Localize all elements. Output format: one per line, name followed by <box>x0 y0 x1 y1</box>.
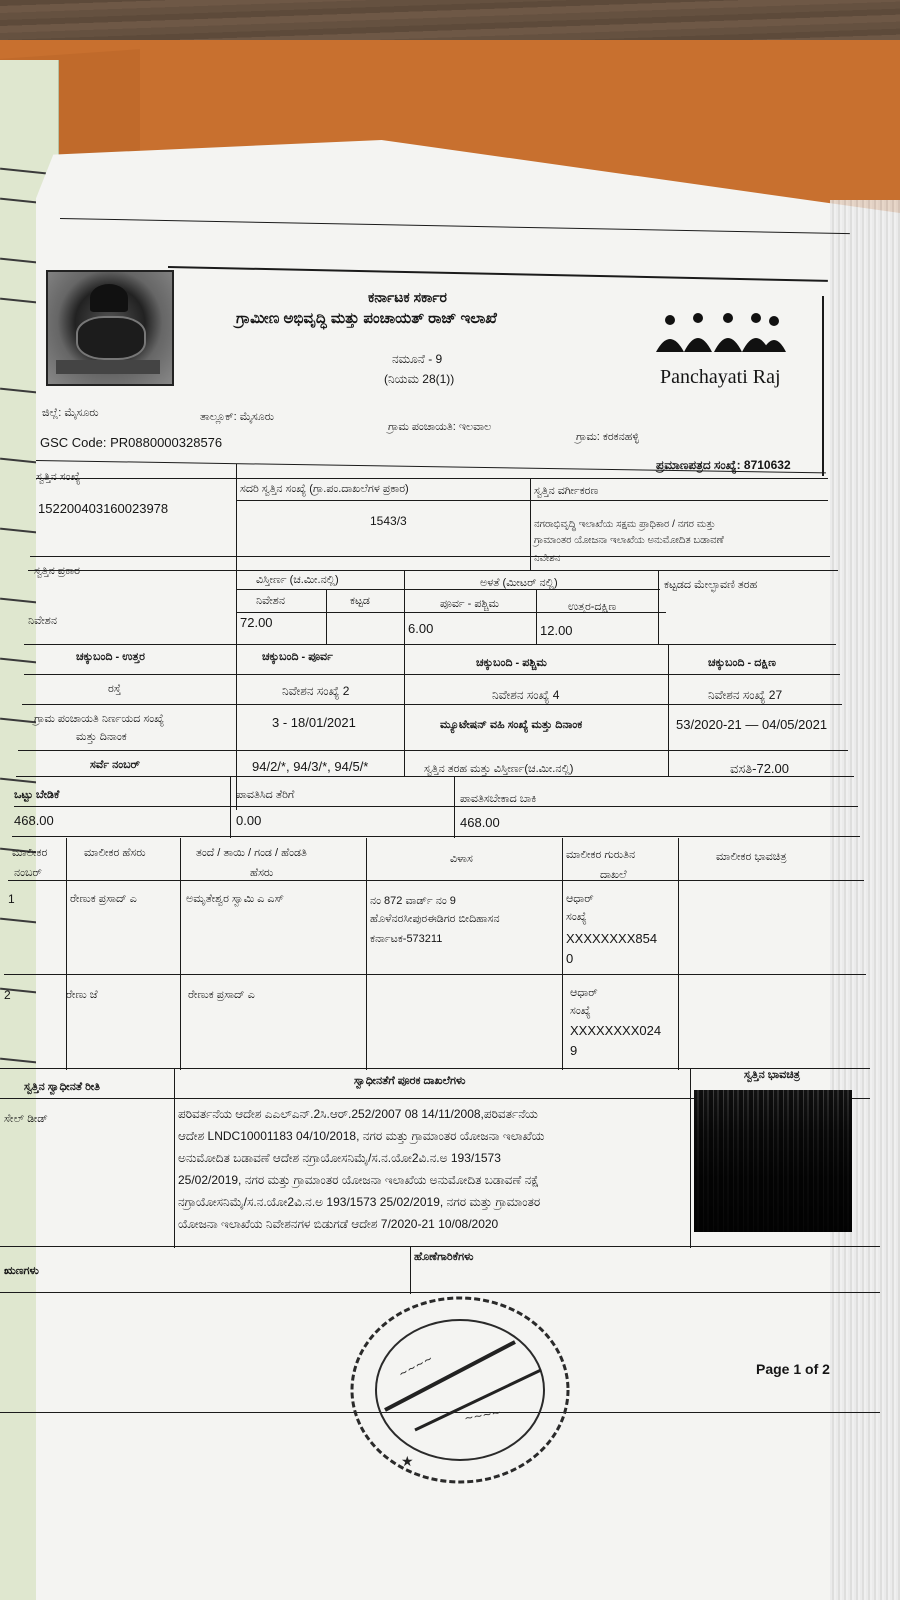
liabilities-label: ಹೊಣೆಗಾರಿಕೆಗಳು <box>414 1251 474 1263</box>
svg-text:~~~~: ~~~~ <box>463 1405 502 1425</box>
dept-title: ಗ್ರಾಮೀಣ ಅಭಿವೃದ್ಧಿ ಮತ್ತು ಪಂಚಾಯತ್ ರಾಜ್ ಇಲಾಖೆ <box>236 310 497 327</box>
owner-1-address-3: ಕರ್ನಾಟಕ-573211 <box>370 933 443 945</box>
footer-left-label: ಋಣಗಳು <box>4 1265 39 1277</box>
classification-line-1: ನಗರಾಭಿವೃದ್ಧಿ ಇಲಾಖೆಯ ಸಕ್ಷಮ ಪ್ರಾಧಿಕಾರ / ನಗರ ಮತ್ತು <box>534 519 716 530</box>
type-value: ನಿವೇಶನ <box>28 615 57 627</box>
tax-due: 468.00 <box>460 815 500 830</box>
page-number: Page 1 of 2 <box>756 1361 830 1377</box>
resolution-label-1: ಗ್ರಾಮ ಪಂಚಾಯತಿ ನಿರ್ಣಯದ ಸಂಖ್ಯೆ <box>34 713 165 725</box>
tax-paid-label: ಪಾವತಿಸಿದ ತೆರಿಗೆ <box>236 789 295 801</box>
area-value: 72.00 <box>240 615 273 630</box>
tax-demand: 468.00 <box>14 813 54 828</box>
owner-1-id-4: 0 <box>566 951 574 966</box>
nature-label: ಸ್ವತ್ತಿನ ತರಹ ಮತ್ತು ವಿಸ್ತೀರ್ಣ(ಚ.ಮೀ.ನಲ್ಲಿ) <box>424 763 574 775</box>
dimension-label: ಅಳತೆ (ಮೀಟರ್ ನಲ್ಲಿ) <box>480 577 558 589</box>
gsc-code: GSC Code: PR0880000328576 <box>40 435 223 450</box>
property-id-label: ಸ್ವತ್ತಿನ ಸಂಖ್ಯೆ <box>36 471 81 483</box>
owner-2-relation: ರೇಣುಕ ಪ್ರಸಾದ್ ಎ <box>188 989 255 1001</box>
ownership-method-value: ಸೇಲ್ ಡೀಡ್ <box>4 1113 48 1125</box>
owner-2-name: ರೇಣು ಜೆ <box>66 989 98 1001</box>
tax-due-label: ಪಾವತಿಸಬೇಕಾದ ಬಾಕಿ <box>460 793 537 805</box>
dim-ns-value: 12.00 <box>540 623 573 638</box>
area-label: ವಿಸ್ತೀರ್ಣ (ಚ.ಮೀ.ನಲ್ಲಿ) <box>256 574 339 586</box>
tax-demand-label: ಒಟ್ಟು ಬೇಡಿಕೆ <box>14 789 60 801</box>
docs-line-6: ಯೋಜನಾ ಇಲಾಖೆಯ ನಿವೇಶನಗಳ ಬಿಡುಗಡೆ ಆದೇಶ 7/2020-21 10/08/2020 <box>178 1217 499 1231</box>
owner-2-id-2: ಸಂಖ್ಯೆ <box>570 1005 591 1017</box>
owner-2-id-3: XXXXXXXX024 <box>570 1023 662 1038</box>
boundary-north-label: ಚಕ್ಕುಬಂದಿ - ಉತ್ತರ <box>76 651 145 663</box>
building-type-label: ಕಟ್ಟಡದ ಮೇಲ್ಛಾವಣಿ ತರಹ <box>664 579 758 591</box>
owner-name-header: ಮಾಲೀಕರ ಹೆಸರು <box>84 847 146 859</box>
docs-line-5: ನಗ್ರಾಯೋಸನಿಮೈ/ಸ.ನ.ಯೋ2ವಿ.ನ.ಅ 193/1573 25/02/2019, ನಗರ ಮತ್ತು ಗ್ರಾಮಾಂತರ <box>178 1195 541 1209</box>
owner-2-id-1: ಆಧಾರ್ <box>570 987 598 999</box>
rule-number: (ನಿಯಮ 28(1)) <box>384 372 455 386</box>
owner-1-id-1: ಆಧಾರ್ <box>566 893 594 905</box>
owner-2-id-4: 9 <box>570 1043 578 1058</box>
owner-1-address-1: ನಂ 872 ವಾರ್ಡ್ ನಂ 9 <box>370 895 456 907</box>
certificate-number: ಪ್ರಮಾಣಪತ್ರದ ಸಂಖ್ಯೆ: 8710632 <box>656 458 791 472</box>
mutation-label: ಮ್ಯೂಟೇಷನ್ ವಹಿ ಸಂಖ್ಯೆ ಮತ್ತು ದಿನಾಂಕ <box>440 719 583 731</box>
owner-1-address-2: ಹೊಳೆನರಸೀಪುರಈಡಿಗರ ಬೀದಿಹಾಸನ <box>370 913 500 925</box>
govt-title: ಕರ್ನಾಟಕ ಸರ್ಕಾರ <box>368 289 447 305</box>
idproof-header-2: ದಾಖಲೆ <box>600 869 627 881</box>
area-site-label: ನಿವೇಶನ <box>256 595 285 607</box>
resolution-label-2: ಮತ್ತು ದಿನಾಂಕ <box>76 731 127 743</box>
owner-1-id-3: XXXXXXXX854 <box>566 931 658 946</box>
form-number: ನಮೂನೆ - 9 <box>392 352 443 366</box>
owner-1-name: ರೇಣುಕ ಪ್ರಸಾದ್ ಎ <box>70 893 137 905</box>
owner-photo-header: ಮಾಲೀಕರ ಭಾವಚಿತ್ರ <box>716 851 787 863</box>
area-building-label: ಕಟ್ಟಡ <box>350 595 370 607</box>
village: ಗ್ರಾಮ: ಕರಕನಹಳ್ಳಿ <box>576 431 640 443</box>
dim-ns-label: ಉತ್ತರ-ದಕ್ಷಿಣ <box>568 601 617 613</box>
district: ಜಿಲ್ಲೆ: ಮೈಸೂರು <box>42 407 99 419</box>
boundary-north: ರಸ್ತೆ <box>108 683 122 695</box>
docs-line-4: 25/02/2019, ನಗರ ಮತ್ತು ಗ್ರಾಮಾಂತರ ಯೋಜನಾ ಇಲಾಖೆಯ ಅನುಮೋದಿತ ಬಡಾವಣೆ ನಕ್ಷೆ <box>178 1173 539 1187</box>
nature-value: ವಸತಿ-72.00 <box>730 761 789 776</box>
docs-line-1: ಪರಿವರ್ತನೆಯ ಆದೇಶ ಎಎಲ್‌ಎನ್.2ಸಿ.ಆರ್.252/2007 08 14/11/2008,ಪರಿವರ್ತನೆಯ <box>178 1107 538 1121</box>
relation-header-1: ತಂದೆ / ತಾಯಿ / ಗಂಡ / ಹೆಂಡತಿ <box>196 847 307 859</box>
boundary-west: ನಿವೇಶನ ಸಂಖ್ಯೆ 4 <box>492 688 560 702</box>
type-label: ಸ್ವತ್ತಿನ ಪ್ರಕಾರ <box>34 565 80 577</box>
boundary-east: ನಿವೇಶನ ಸಂಖ್ಯೆ 2 <box>282 684 350 698</box>
mutation-value: 53/2020-21 — 04/05/2021 <box>676 717 828 732</box>
survey-label: ಸರ್ವೆ ನಂಬರ್ <box>90 759 140 771</box>
boundary-south: ನಿವೇಶನ ಸಂಖ್ಯೆ 27 <box>708 688 783 702</box>
docs-line-3: ಅನುಮೋದಿತ ಬಡಾವಣೆ ಆದೇಶ ನಗ್ರಾಯೋಸನಿಮೈ/ಸ.ನ.ಯೋ2ವಿ.ನ.ಅ 193/1573 <box>178 1151 501 1165</box>
boundary-east-label: ಚಕ್ಕುಬಂದಿ - ಪೂರ್ವ <box>262 651 333 663</box>
boundary-west-label: ಚಕ್ಕುಬಂದಿ - ಪಶ್ಚಿಮ <box>476 657 547 669</box>
panchayati-raj-logo-icon <box>654 312 786 360</box>
panchayati-raj-text: Panchayati Raj <box>660 366 781 388</box>
karnataka-emblem-icon <box>46 270 174 386</box>
official-stamp-icon <box>345 1290 575 1490</box>
classification-label: ಸ್ವತ್ತಿನ ವರ್ಗೀಕರಣ <box>534 485 599 497</box>
property-photo <box>694 1090 852 1232</box>
owner-1-relation: ಅಮೃತೇಶ್ವರ ಸ್ವಾಮಿ ಎ ಎಸ್ <box>186 893 284 905</box>
owner-no-header-2: ನಂಬರ್ <box>14 867 42 879</box>
relation-header-2: ಹೆಸರು <box>250 867 274 879</box>
idproof-header-1: ಮಾಲೀಕರ ಗುರುತಿನ <box>566 849 636 861</box>
owner-no-header-1: ಮಾಲೀಕರ <box>12 847 48 859</box>
dim-ew-value: 6.00 <box>408 621 434 636</box>
ownership-method-label: ಸ್ವತ್ತಿನ ಸ್ವಾಧೀನತೆ ರೀತಿ <box>24 1081 100 1093</box>
docs-line-2: ಆದೇಶ LNDC10001183 04/10/2018, ನಗರ ಮತ್ತು ಗ್ರಾಮಾಂತರ ಯೋಜನಾ ಇಲಾಖೆಯ <box>178 1129 545 1143</box>
svg-text:~~~~: ~~~~ <box>396 1351 435 1381</box>
tax-paid: 0.00 <box>236 813 262 828</box>
property-photo-label: ಸ್ವತ್ತಿನ ಭಾವಚಿತ್ರ <box>744 1069 800 1081</box>
classification-line-2: ಗ್ರಾಮಾಂತರ ಯೋಜನಾ ಇಲಾಖೆಯ ಅನುಮೋದಿತ ಬಡಾವಣೆ <box>534 535 724 546</box>
survey-value: 94/2/*, 94/3/*, 94/5/* <box>252 759 369 774</box>
sadara-label: ಸದರಿ ಸ್ವತ್ತಿನ ಸಂಖ್ಯೆ (ಗ್ರಾ.ಪಂ.ದಾಖಲೆಗಳ ಪ್ರಕಾರ) <box>240 483 409 495</box>
svg-text:★: ★ <box>401 1454 414 1470</box>
owner-1-no: 1 <box>8 892 15 906</box>
taluk: ತಾಲ್ಲೂಕ್: ಮೈಸೂರು <box>200 411 275 423</box>
gram-panchayat: ಗ್ರಾಮ ಪಂಚಾಯತಿ: ಇಲವಾಲ <box>388 421 492 433</box>
boundary-south-label: ಚಕ್ಕುಬಂದಿ - ದಕ್ಷಿಣ <box>708 657 776 669</box>
resolution-value: 3 - 18/01/2021 <box>272 715 356 730</box>
sadara-value: 1543/3 <box>370 514 407 528</box>
dim-ew-label: ಪೂರ್ವ - ಪಶ್ಚಿಮ <box>440 598 500 610</box>
ownership-docs-label: ಸ್ವಾಧೀನತೆಗೆ ಪೂರಕ ದಾಖಲೆಗಳು <box>354 1075 466 1087</box>
owner-1-id-2: ಸಂಖ್ಯೆ <box>566 911 587 923</box>
owner-2-no: 2 <box>4 988 11 1002</box>
property-id-value: 152200403160023978 <box>38 501 169 516</box>
classification-line-3: ನಿವೇಶನ <box>534 553 561 564</box>
address-header: ವಿಳಾಸ <box>450 853 473 865</box>
